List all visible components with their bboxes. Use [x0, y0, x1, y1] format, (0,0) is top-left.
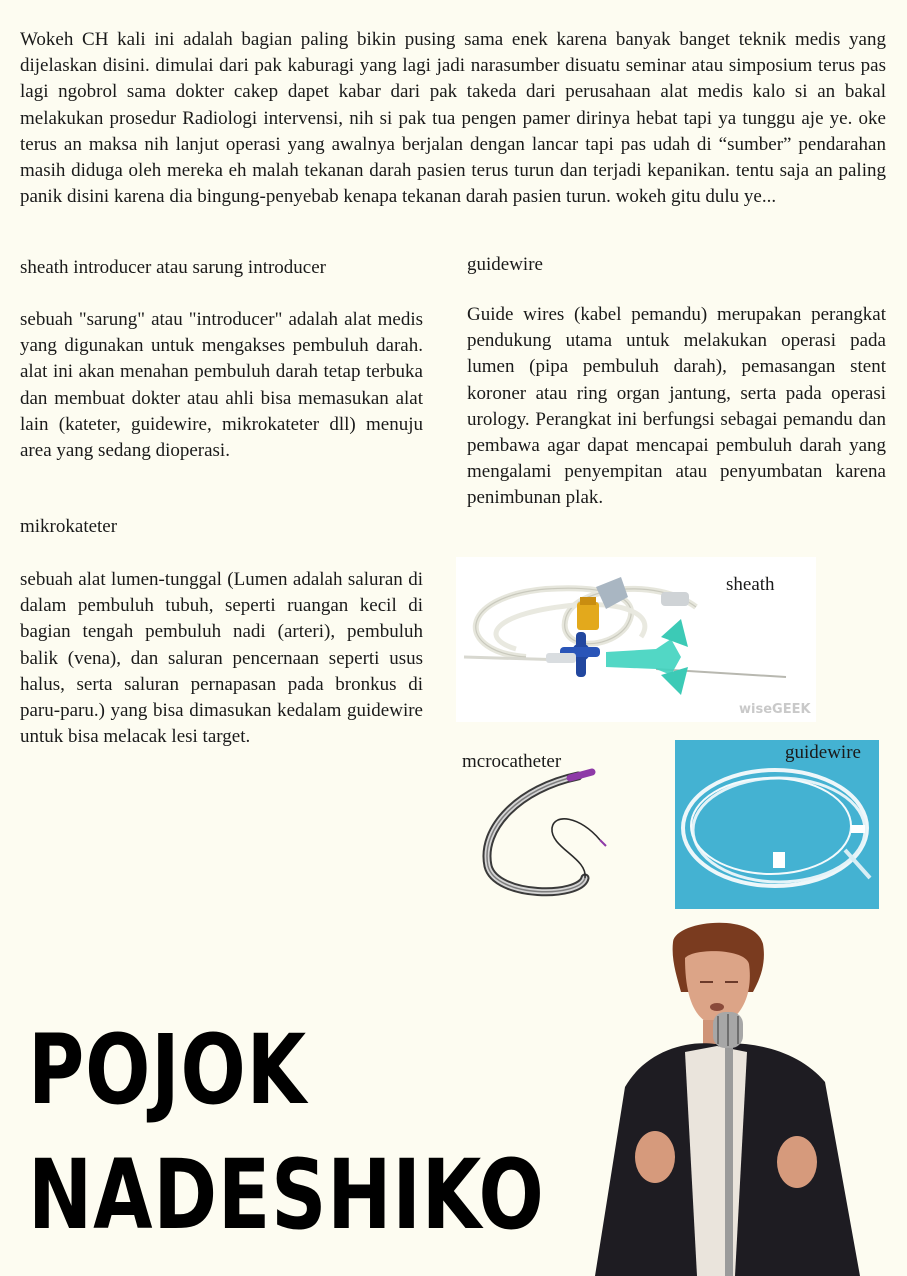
sheath-heading: sheath introducer atau sarung introducer [20, 257, 326, 278]
footer-title [28, 1008, 545, 1258]
guidewire-caption: guidewire [785, 742, 861, 763]
sheath-body: sebuah "sarung" atau "introducer" adalah alat medis yang digunakan untuk mengakses pembuluh darah. alat ini akan menahan pembuluh darah tetap terbuka dan membuat dokter atau ahli bisa memasukan alat lain (kateter, guidewire, mikrokateter dll) menuju area yang sedang dioperasi. [20, 309, 423, 462]
sheath-image [456, 557, 816, 722]
microcatheter-image [460, 748, 638, 900]
singer-photo [585, 912, 865, 1276]
guidewire-illustration [675, 740, 879, 909]
footer-title-line2: NADESHIKO [28, 1139, 545, 1251]
microcatheter-caption: mcrocatheter [462, 751, 562, 772]
guidewire-image [675, 740, 879, 909]
sheath-caption: sheath [726, 574, 775, 595]
guidewire-heading: guidewire [467, 254, 543, 275]
sheath-watermark: wiseGEEK [739, 702, 811, 717]
intro-paragraph: Wokeh CH kali ini adalah bagian paling bikin pusing sama enek karena banyak banget teknik medis yang dijelaskan disini. dimulai dari pak kaburagi yang lagi jadi narasumber disuatu seminar atau simposium terus pas lagi ngobrol sama dokter cakep dapet kabar dari pak takeda dari perusahaan alat medis kalo si an bakal melakukan prosedur Radiologi intervensi, nih si pak tua pengen pamer dirinya hebat tapi ya tunggu aje ye. oke terus an maksa nih lanjut operasi yang awalnya berjalan dengan lancar tapi pas udah di “sumber” pendarahan masih diduga oleh mereka eh malah tekanan darah pasien terus turun dan terjadi kepanikan. tentu saja an paling panik disini karena dia bingung-penyebab kenapa tekanan darah pasien turun. wokeh gitu dulu ye... [20, 29, 886, 208]
microcatheter-body: sebuah alat lumen-tunggal (Lumen adalah saluran di dalam pembuluh tubuh, seperti ruangan kecil di bagian tengah pembuluh nadi (arteri), pembuluh balik (vena), dan saluran pencernaan seperti usus halus, serta saluran pernapasan pada bronkus di paru-paru.) yang bisa dimasukan kedalam guidewire untuk bisa melacak lesi target. [20, 569, 423, 748]
microcatheter-heading: mikrokateter [20, 516, 118, 537]
guidewire-body: Guide wires (kabel pemandu) merupakan perangkat pendukung utama untuk melakukan operasi pada lumen (pipa pembuluh darah), pemasangan stent koroner atau ring organ jantung, serta pada operasi urology. Perangkat ini berfungsi sebagai pemandu dan pembawa agar dapat mencapai pembuluh darah yang mengalami penyempitan atau penyumbatan karena penimbunan plak. [467, 304, 886, 509]
singer-illustration [585, 912, 865, 1276]
footer-title-line1: POJOK [28, 1014, 307, 1126]
